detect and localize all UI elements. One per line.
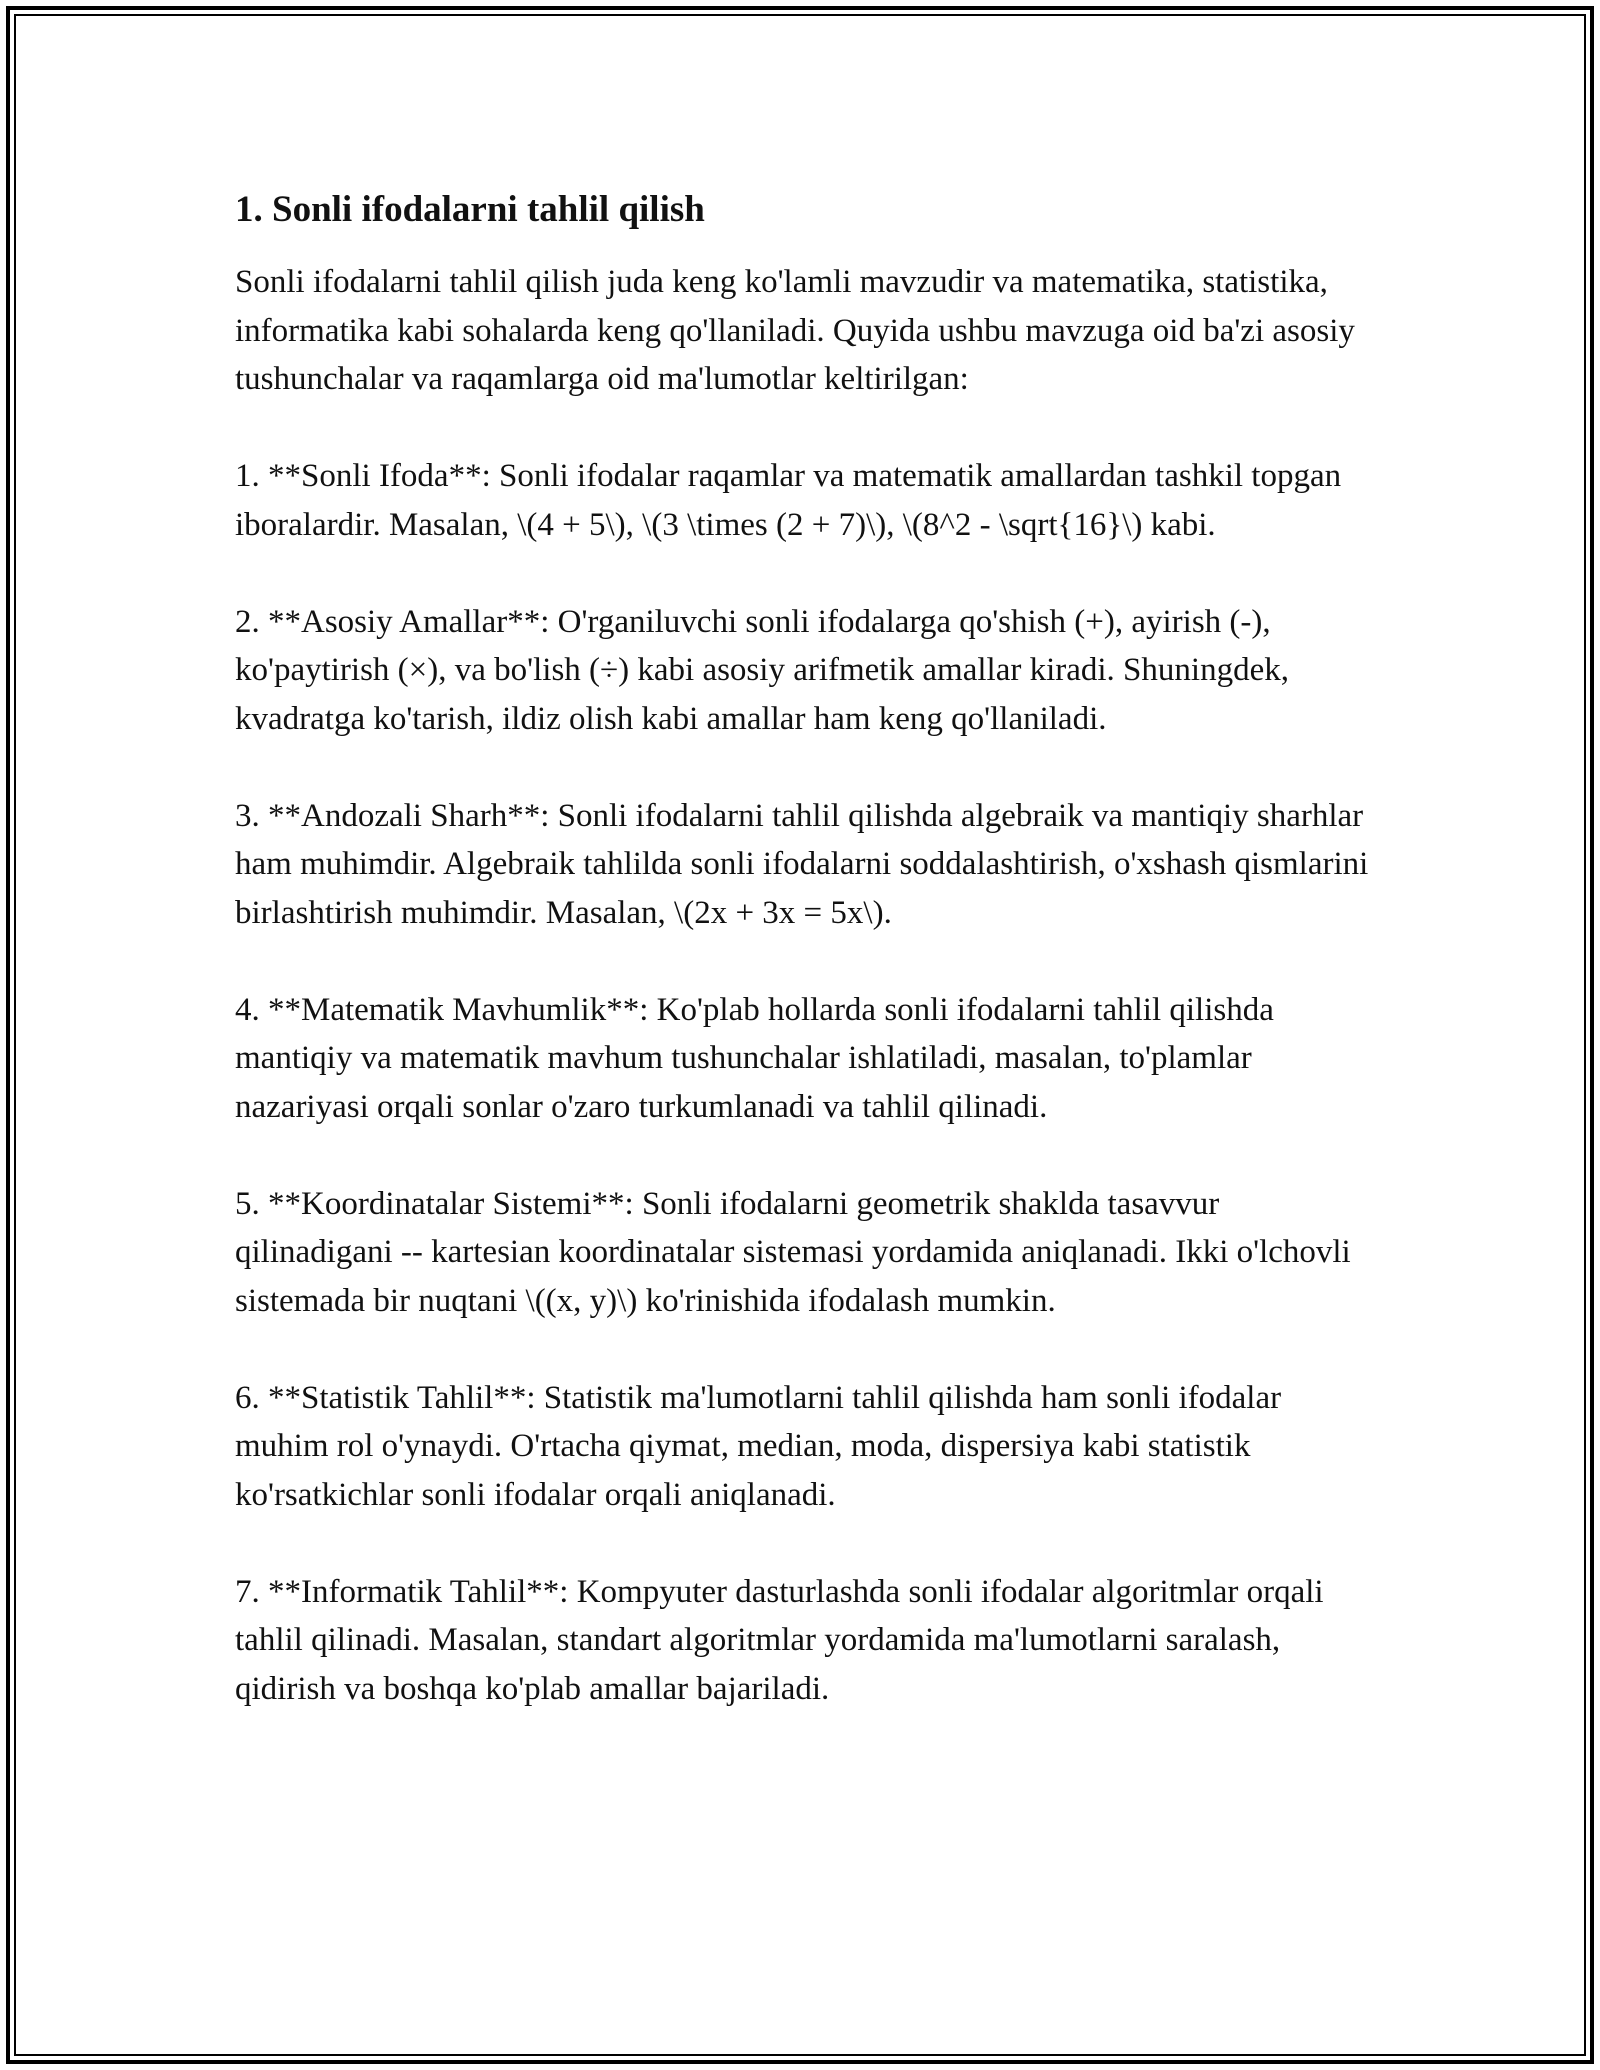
list-item-informatik-tahlil: 7. **Informatik Tahlil**: Kompyuter dasturlashda sonli ifodalar algoritmlar orqali tahlil qilinadi. Masalan, standart algoritmlar yordamida ma'lumotlarni saralash, qidirish va boshqa ko'plab amallar bajariladi. [235,1573,1324,1707]
intro-paragraph: Sonli ifodalarni tahlil qilish juda keng ko'lamli mavzudir va matematika, statistika, informatika kabi sohalarda keng qo'llaniladi. Quyida ushbu mavzuga oid ba'zi asosiy tushunchalar va raqamlarga oid ma'lumotlar keltirilgan: [235,264,1355,397]
list-item-koordinatalar-sistemi: 5. **Koordinatalar Sistemi**: Sonli ifodalarni geometrik shaklda tasavvur qilinadigani -- kartesian koordinatalar sistemasi yordamida aniqlanadi. Ikki o'lchovli sistemada bir nuqtani \((x, y)\) ko'rinishida ifodalash mumkin. [235,1185,1351,1319]
section-heading: 1. Sonli ifodalarni tahlil qilish [235,189,705,230]
list-item-asosiy-amallar: 2. **Asosiy Amallar**: O'rganiluvchi sonli ifodalarga qo'shish (+), ayirish (-), ko'paytirish (×), va bo'lish (÷) kabi asosiy arifmetik amallar kiradi. Shuningdek, kvadratga ko'tarish, ildiz olish kabi amallar ham keng qo'llaniladi. [235,603,1289,737]
list-item-statistik-tahlil: 6. **Statistik Tahlil**: Statistik ma'lumotlarni tahlil qilishda ham sonli ifodalar muhim rol o'ynaydi. O'rtacha qiymat, median, moda, dispersiya kabi statistik ko'rsatkichlar sonli ifodalar orqali aniqlanadi. [235,1379,1282,1513]
document-body [235,186,1375,1713]
list-item-matematik-mavhumlik: 4. **Matematik Mavhumlik**: Ko'plab hollarda sonli ifodalarni tahlil qilishda mantiqiy va matematik mavhum tushunchalar ishlatiladi, masalan, to'plamlar nazariyasi orqali sonlar o'zaro turkumlanadi va tahlil qilinadi. [235,991,1274,1125]
list-item-andozali-sharh: 3. **Andozali Sharh**: Sonli ifodalarni tahlil qilishda algebraik va mantiqiy sharhlar ham muhimdir. Algebraik tahlilda sonli ifodalarni soddalashtirish, o'xshash qismlarini birlashtirish muhimdir. Masalan, \(2x + 3x = 5x\). [235,797,1369,931]
list-item-sonli-ifoda: 1. **Sonli Ifoda**: Sonli ifodalar raqamlar va matematik amallardan tashkil topgan iboralardir. Masalan, \(4 + 5\), \(3 \times (2 + 7)\), \(8^2 - \sqrt{16}\) kabi. [235,458,1342,543]
